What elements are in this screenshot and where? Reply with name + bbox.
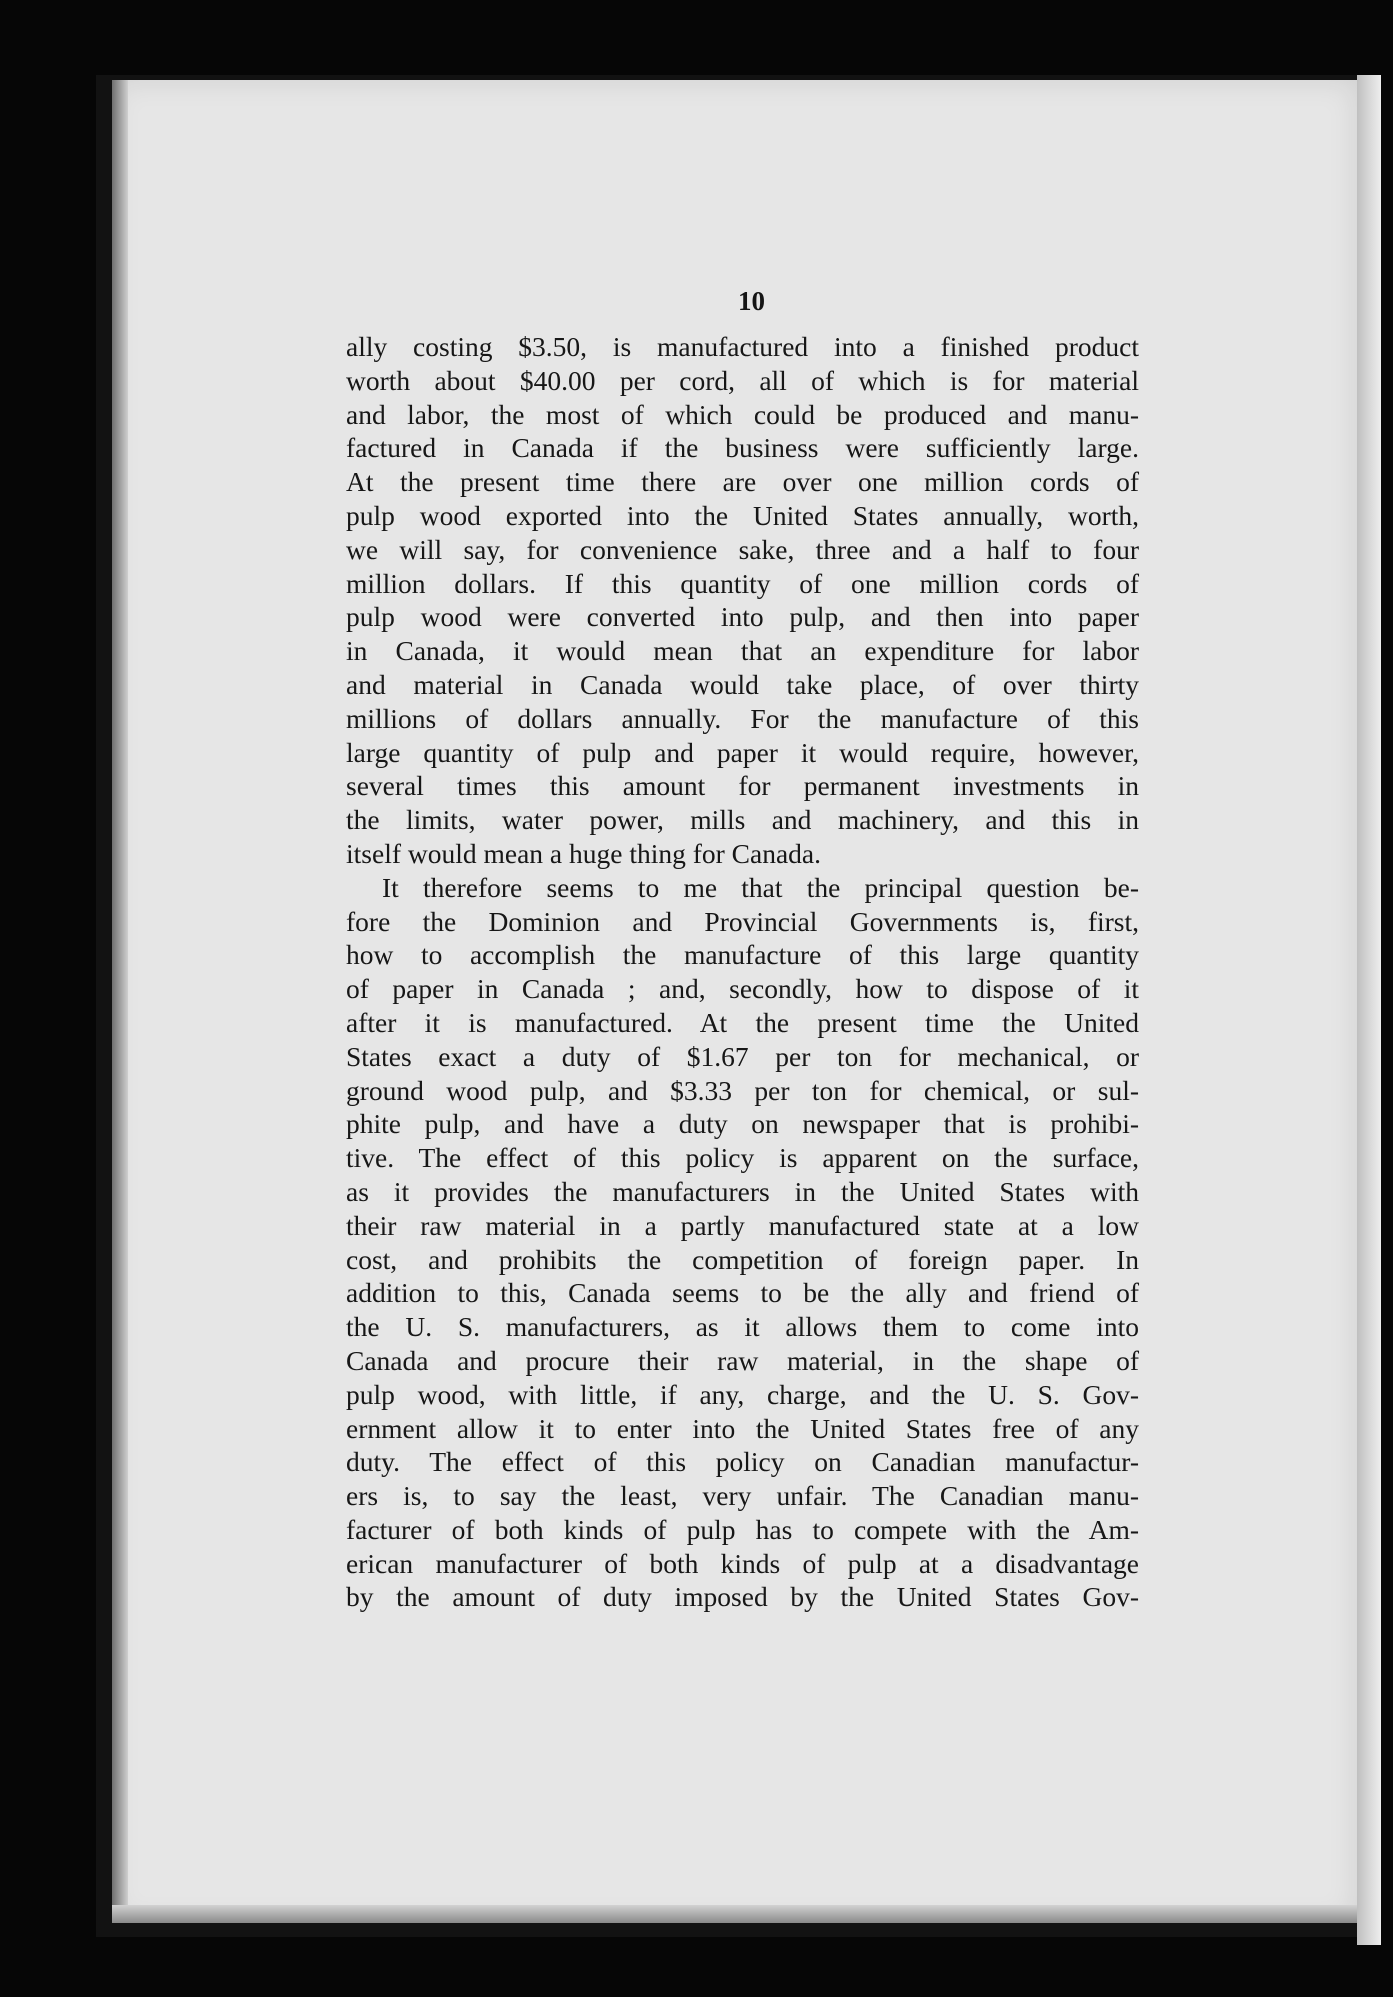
text-line: large quantity of pulp and paper it would require, however, [346,736,1139,768]
text-line: after it is manufactured. At the present time the United [346,1006,1139,1038]
text-line: phite pulp, and have a duty on newspaper that is prohibi- [346,1108,1139,1140]
text-line: ers is, to say the least, very unfair. The Canadian manu- [346,1480,1139,1512]
text-line: million dollars. If this quantity of one million cords of [346,567,1139,599]
text-line: by the amount of duty imposed by the United States Gov- [346,1581,1139,1613]
text-line: the limits, water power, mills and machinery, and this in [346,804,1139,836]
text-line: ally costing $3.50, is manufactured into a finished product [346,331,1139,362]
page-bottom-edge [112,1905,1357,1923]
text-line: duty. The effect of this policy on Canadian manufactur- [346,1446,1139,1478]
next-page-edge [1357,75,1381,1945]
text-line: factured in Canada if the business were sufficiently large. [346,432,1139,464]
text-line: facturer of both kinds of pulp has to compete with the Am- [346,1513,1139,1545]
text-line: ground wood pulp, and $3.33 per ton for chemical, or sul- [346,1074,1139,1106]
text-line: as it provides the manufacturers in the United States with [346,1175,1139,1207]
text-line: in Canada, it would mean that an expenditure for labor [346,635,1139,667]
text-line: itself would mean a huge thing for Canada. [346,837,822,869]
text-line: the U. S. manufacturers, as it allows them to come into [346,1311,1139,1343]
page-number: 10 [738,286,765,316]
text-line: erican manufacturer of both kinds of pulp at a disadvantage [346,1547,1139,1579]
text-line: how to accomplish the manufacture of this large quantity [346,939,1139,971]
page-binding-edge [112,80,128,1923]
text-line: millions of dollars annually. For the manufacture of this [346,702,1139,734]
text-line: fore the Dominion and Provincial Governments is, first, [346,905,1139,937]
text-line: ernment allow it to enter into the United States free of any [346,1412,1139,1444]
text-line: and labor, the most of which could be produced and manu- [346,398,1139,430]
text-line: addition to this, Canada seems to be the ally and friend of [346,1277,1139,1309]
text-line: pulp wood were converted into pulp, and then into paper [346,601,1139,633]
text-line: It therefore seems to me that the principal question be- [382,871,1139,903]
text-line: pulp wood exported into the United States annually, worth, [346,499,1139,531]
text-line: cost, and prohibits the competition of foreign paper. In [346,1243,1139,1275]
body-text [346,330,1139,1614]
text-line: At the present time there are over one million cords of [346,466,1139,498]
text-line: Canada and procure their raw material, in the shape of [346,1344,1139,1376]
text-line: several times this amount for permanent investments in [346,770,1139,802]
text-line: worth about $40.00 per cord, all of which is for material [346,364,1139,396]
text-line: tive. The effect of this policy is apparent on the surface, [346,1142,1139,1174]
text-line: pulp wood, with little, if any, charge, and the U. S. Gov- [346,1378,1139,1410]
text-line: and material in Canada would take place, of over thirty [346,668,1139,700]
text-line: we will say, for convenience sake, three and a half to four [346,533,1139,565]
text-line: of paper in Canada ; and, secondly, how to dispose of it [346,973,1139,1005]
text-line: their raw material in a partly manufactured state at a low [346,1209,1139,1241]
text-line: States exact a duty of $1.67 per ton for mechanical, or [346,1040,1139,1072]
